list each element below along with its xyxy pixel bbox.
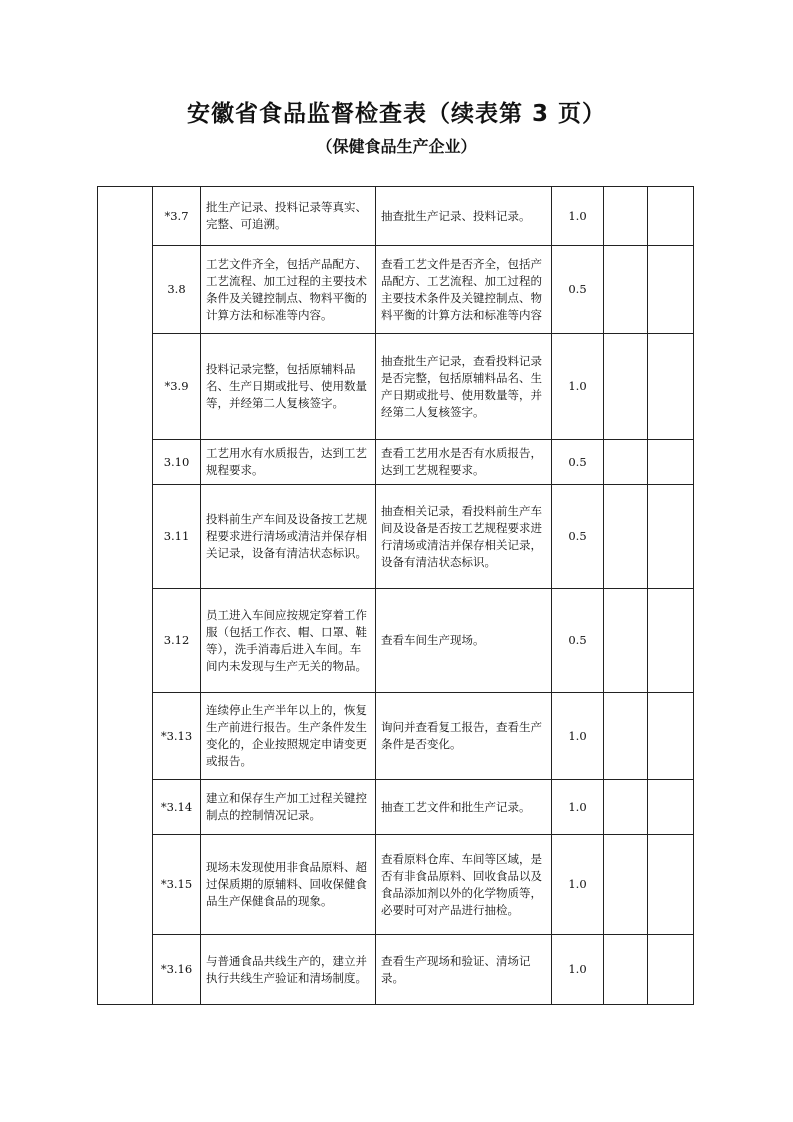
- method-cell: 查看生产现场和验证、清场记录。: [376, 935, 552, 1005]
- remark-cell: [648, 187, 694, 246]
- requirement-cell: 工艺用水有水质报告，达到工艺规程要求。: [201, 440, 376, 485]
- table-row: [98, 835, 694, 935]
- method-cell: 查看原料仓库、车间等区域，是否有非食品原料、回收食品以及食品添加剂以外的化学物质等，必要时可对产品进行抽检。: [376, 835, 552, 935]
- table-row: [98, 334, 694, 440]
- item-number: 3.12: [153, 589, 201, 693]
- remark-cell: [648, 589, 694, 693]
- score-cell: 0.5: [552, 485, 604, 589]
- method-cell: 查看工艺文件是否齐全，包括产品配方、工艺流程、加工过程的主要技术条件及关键控制点、物料平衡的计算方法和标准等内容: [376, 246, 552, 334]
- score-cell: 0.5: [552, 246, 604, 334]
- result-cell: [604, 187, 648, 246]
- table-row: [98, 485, 694, 589]
- score-cell: 1.0: [552, 334, 604, 440]
- category-cell: [98, 187, 153, 1005]
- remark-cell: [648, 246, 694, 334]
- method-cell: 抽查批生产记录、投料记录。: [376, 187, 552, 246]
- page-title: 安徽省食品监督检查表（续表第 3 页）: [186, 101, 607, 127]
- table-row: [98, 693, 694, 780]
- result-cell: [604, 485, 648, 589]
- remark-cell: [648, 835, 694, 935]
- result-cell: [604, 589, 648, 693]
- item-number: *3.7: [153, 187, 201, 246]
- item-number: *3.14: [153, 780, 201, 835]
- requirement-cell: 投料记录完整，包括原辅料品名、生产日期或批号、使用数量等，并经第二人复核签字。: [201, 334, 376, 440]
- inspection-table: [97, 186, 694, 1005]
- remark-cell: [648, 693, 694, 780]
- table-row: [98, 246, 694, 334]
- item-number: *3.9: [153, 334, 201, 440]
- requirement-cell: 工艺文件齐全，包括产品配方、工艺流程、加工过程的主要技术条件及关键控制点、物料平衡的计算方法和标准等内容。: [201, 246, 376, 334]
- page-subtitle: （保健食品生产企业）: [316, 137, 477, 156]
- result-cell: [604, 693, 648, 780]
- remark-cell: [648, 780, 694, 835]
- score-cell: 1.0: [552, 835, 604, 935]
- requirement-cell: 连续停止生产半年以上的，恢复生产前进行报告。生产条件发生变化的，企业按照规定申请变更或报告。: [201, 693, 376, 780]
- result-cell: [604, 246, 648, 334]
- result-cell: [604, 780, 648, 835]
- score-cell: 1.0: [552, 693, 604, 780]
- method-cell: 抽查工艺文件和批生产记录。: [376, 780, 552, 835]
- item-number: 3.8: [153, 246, 201, 334]
- method-cell: 询问并查看复工报告，查看生产条件是否变化。: [376, 693, 552, 780]
- table-row: [98, 440, 694, 485]
- method-cell: 抽查相关记录，看投料前生产车间及设备是否按工艺规程要求进行清场或清洁并保存相关记录，设备有清洁状态标识。: [376, 485, 552, 589]
- score-cell: 1.0: [552, 780, 604, 835]
- table-row: [98, 780, 694, 835]
- requirement-cell: 批生产记录、投料记录等真实、完整、可追溯。: [201, 187, 376, 246]
- item-number: *3.16: [153, 935, 201, 1005]
- remark-cell: [648, 334, 694, 440]
- score-cell: 0.5: [552, 440, 604, 485]
- requirement-cell: 投料前生产车间及设备按工艺规程要求进行清场或清洁并保存相关记录，设备有清洁状态标识。: [201, 485, 376, 589]
- requirement-cell: 建立和保存生产加工过程关键控制点的控制情况记录。: [201, 780, 376, 835]
- method-cell: 抽查批生产记录，查看投料记录是否完整，包括原辅料品名、生产日期或批号、使用数量等，并经第二人复核签字。: [376, 334, 552, 440]
- remark-cell: [648, 440, 694, 485]
- result-cell: [604, 440, 648, 485]
- remark-cell: [648, 485, 694, 589]
- score-cell: 0.5: [552, 589, 604, 693]
- item-number: 3.10: [153, 440, 201, 485]
- remark-cell: [648, 935, 694, 1005]
- result-cell: [604, 835, 648, 935]
- method-cell: 查看车间生产现场。: [376, 589, 552, 693]
- requirement-cell: 与普通食品共线生产的，建立并执行共线生产验证和清场制度。: [201, 935, 376, 1005]
- result-cell: [604, 935, 648, 1005]
- requirement-cell: 员工进入车间应按规定穿着工作服（包括工作衣、帽、口罩、鞋等），洗手消毒后进入车间。车间内未发现与生产无关的物品。: [201, 589, 376, 693]
- table-row: [98, 187, 694, 246]
- result-cell: [604, 334, 648, 440]
- item-number: 3.11: [153, 485, 201, 589]
- score-cell: 1.0: [552, 187, 604, 246]
- score-cell: 1.0: [552, 935, 604, 1005]
- item-number: *3.15: [153, 835, 201, 935]
- method-cell: 查看工艺用水是否有水质报告，达到工艺规程要求。: [376, 440, 552, 485]
- requirement-cell: 现场未发现使用非食品原料、超过保质期的原辅料、回收保健食品生产保健食品的现象。: [201, 835, 376, 935]
- item-number: *3.13: [153, 693, 201, 780]
- table-row: [98, 589, 694, 693]
- table-row: [98, 935, 694, 1005]
